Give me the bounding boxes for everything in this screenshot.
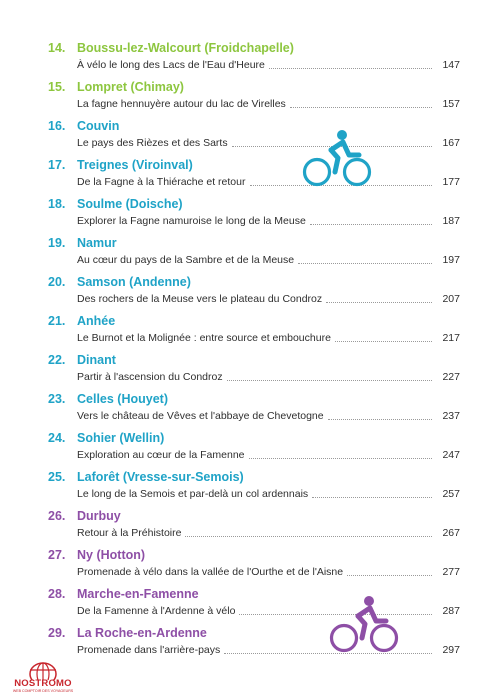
entry-title: Boussu-lez-Walcourt (Froidchapelle): [77, 41, 294, 55]
entry-heading: [48, 273, 460, 291]
entry-number: 16.: [48, 119, 66, 133]
dot-leader: [347, 575, 432, 576]
entry-heading: [48, 351, 460, 369]
page-number: 187: [442, 215, 460, 227]
entry-subtitle: Le long de la Semois et par-delà un col ardennais: [77, 488, 309, 500]
entry-subtitle: Partir à l'ascension du Condroz: [77, 371, 223, 383]
toc-entry[interactable]: [48, 195, 460, 234]
page-number: 147: [442, 59, 460, 71]
entry-number: 17.: [48, 158, 66, 172]
entry-subtitle: Promenade à vélo dans la vallée de l'Ourthe et de l'Aisne: [77, 566, 344, 578]
entry-number: 25.: [48, 470, 66, 484]
toc-entry[interactable]: [48, 234, 460, 273]
entry-heading: [48, 312, 460, 330]
entry-title: Dinant: [77, 353, 116, 367]
entry-subtitle: Retour à la Préhistoire: [77, 527, 182, 539]
entry-heading: [48, 546, 460, 564]
entry-title: Ny (Hotton): [77, 548, 146, 562]
logo-tagline: WEB COMPTOIR DES VOYAGEURS: [12, 689, 74, 693]
toc-entry[interactable]: [48, 156, 460, 195]
page-number: 277: [442, 566, 460, 578]
page-number: 257: [442, 488, 460, 500]
entry-title: Lompret (Chimay): [77, 80, 184, 94]
dot-leader: [298, 263, 432, 264]
page-number: 247: [442, 449, 460, 461]
entry-number: 20.: [48, 275, 66, 289]
entry-heading: [48, 195, 460, 213]
entry-heading: [48, 156, 460, 174]
entry-number: 18.: [48, 197, 66, 211]
entry-title: Sohier (Wellin): [77, 431, 165, 445]
entry-title: Durbuy: [77, 509, 121, 523]
dot-leader: [312, 497, 432, 498]
page-number: 227: [442, 371, 460, 383]
entry-subline: [48, 408, 460, 424]
entry-subline: [48, 135, 460, 151]
toc-entry[interactable]: [48, 507, 460, 546]
page-number: 207: [442, 293, 460, 305]
entry-title: Namur: [77, 236, 117, 250]
entry-subline: [48, 369, 460, 385]
entry-subline: [48, 330, 460, 346]
entry-heading: [48, 39, 460, 57]
page-number: 237: [442, 410, 460, 422]
page-number: 157: [442, 98, 460, 110]
toc-entry[interactable]: [48, 117, 460, 156]
page-number: 267: [442, 527, 460, 539]
entry-heading: [48, 117, 460, 135]
toc-entry[interactable]: [48, 546, 460, 585]
entry-title: Anhée: [77, 314, 116, 328]
entry-subtitle: De la Fagne à la Thiérache et retour: [77, 176, 246, 188]
entry-heading: [48, 78, 460, 96]
entry-subtitle: Vers le château de Vêves et l'abbaye de Chevetogne: [77, 410, 324, 422]
dot-leader: [328, 419, 432, 420]
toc-entry[interactable]: [48, 429, 460, 468]
entry-subline: [48, 447, 460, 463]
bicycle-icon-blue: [302, 128, 372, 188]
entry-number: 29.: [48, 626, 66, 640]
page-number: 217: [442, 332, 460, 344]
entry-subline: [48, 252, 460, 268]
entry-subtitle: La fagne hennuyère autour du lac de Virelles: [77, 98, 286, 110]
entry-heading: [48, 234, 460, 252]
page-number: 167: [442, 137, 460, 149]
entry-number: 28.: [48, 587, 66, 601]
entry-heading: [48, 507, 460, 525]
entry-title: La Roche-en-Ardenne: [77, 626, 207, 640]
logo-name: NOSTROMO: [14, 678, 72, 689]
entry-subline: [48, 174, 460, 190]
entry-subline: [48, 486, 460, 502]
toc-entry[interactable]: [48, 39, 460, 78]
entry-subline: [48, 291, 460, 307]
entry-subline: [48, 525, 460, 541]
entry-subtitle: À vélo le long des Lacs de l'Eau d'Heure: [77, 59, 265, 71]
entry-number: 21.: [48, 314, 66, 328]
entry-number: 14.: [48, 41, 66, 55]
entry-number: 24.: [48, 431, 66, 445]
entry-title: Celles (Houyet): [77, 392, 168, 406]
toc-entry[interactable]: [48, 312, 460, 351]
entry-subline: [48, 213, 460, 229]
entry-title: Samson (Andenne): [77, 275, 191, 289]
entry-heading: [48, 390, 460, 408]
dot-leader: [185, 536, 432, 537]
entry-title: Treignes (Viroinval): [77, 158, 193, 172]
globe-icon: [4, 660, 82, 680]
nostromo-logo: [4, 660, 82, 696]
page-number: 287: [442, 605, 460, 617]
toc-entry[interactable]: [48, 351, 460, 390]
entry-title: Marche-en-Famenne: [77, 587, 199, 601]
dot-leader: [290, 107, 432, 108]
toc-entry[interactable]: [48, 78, 460, 117]
toc-entry[interactable]: [48, 468, 460, 507]
entry-heading: [48, 468, 460, 486]
dot-leader: [335, 341, 432, 342]
entry-subline: [48, 96, 460, 112]
entry-title: Couvin: [77, 119, 120, 133]
dot-leader: [227, 380, 432, 381]
entry-subline: [48, 564, 460, 580]
toc-entry[interactable]: [48, 390, 460, 429]
dot-leader: [249, 458, 432, 459]
dot-leader: [326, 302, 432, 303]
page-number: 197: [442, 254, 460, 266]
entry-number: 27.: [48, 548, 66, 562]
table-of-contents: [48, 39, 460, 663]
entry-number: 22.: [48, 353, 66, 367]
entry-subtitle: De la Famenne à l'Ardenne à vélo: [77, 605, 236, 617]
entry-subtitle: Explorer la Fagne namuroise le long de la Meuse: [77, 215, 306, 227]
dot-leader: [310, 224, 432, 225]
entry-subline: [48, 57, 460, 73]
entry-number: 23.: [48, 392, 66, 406]
entry-heading: [48, 429, 460, 447]
entry-subtitle: Au cœur du pays de la Sambre et de la Meuse: [77, 254, 295, 266]
page-number: 177: [442, 176, 460, 188]
dot-leader: [269, 68, 432, 69]
entry-subtitle: Le pays des Rièzes et des Sarts: [77, 137, 228, 149]
page-number: 297: [442, 644, 460, 656]
entry-number: 15.: [48, 80, 66, 94]
entry-title: Laforêt (Vresse-sur-Semois): [77, 470, 244, 484]
entry-number: 26.: [48, 509, 66, 523]
entry-subtitle: Des rochers de la Meuse vers le plateau du Condroz: [77, 293, 323, 305]
entry-subtitle: Exploration au cœur de la Famenne: [77, 449, 245, 461]
toc-entry[interactable]: [48, 273, 460, 312]
entry-number: 19.: [48, 236, 66, 250]
entry-subtitle: Le Burnot et la Molignée : entre source et embouchure: [77, 332, 331, 344]
bicycle-icon-purple: [329, 594, 399, 654]
entry-title: Soulme (Doische): [77, 197, 183, 211]
entry-subtitle: Promenade dans l'arrière-pays: [77, 644, 221, 656]
